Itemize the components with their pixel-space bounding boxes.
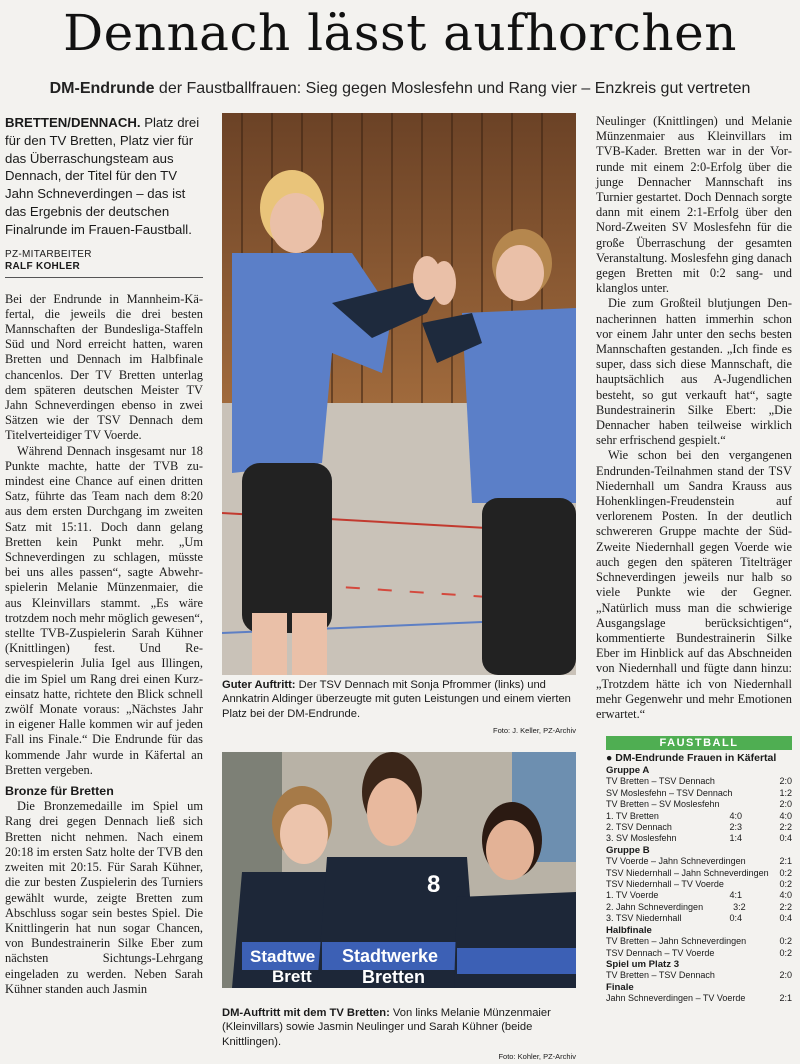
paragraph: Die Bronzemedaille im Spiel um Rang drei gegen Dennach ließ sich Bretten nicht nehmen. Nach einem 20:18 im ersten Satz holte der TVB den zweiten mit 20:15. Für Sarah Kühner, die zur besten Zuspielerin des Turniers gewählt wurde, zeigte Bretten zum Abschluss sogar sein bestes Spiel. Die Knittlingerin hat nun sogar Chancen, von Bundestrainerin Silke Eber zum nächsten Sichtungs-Lehrgang eingeladen zu werden. Neben Sarah Kühner standen auch Jasmin xyxy=(5,799,203,996)
jersey-city-left: Brett xyxy=(272,967,312,986)
game-row xyxy=(606,993,792,1004)
dateline: BRETTEN/DENNACH. xyxy=(5,115,141,130)
byline-name: RALF KOHLER xyxy=(5,260,80,272)
photo2-caption xyxy=(222,1006,576,1049)
photo2-caption-bold: DM-Auftritt mit dem TV Bretten: xyxy=(222,1007,390,1019)
standing-row xyxy=(606,822,792,833)
results-table xyxy=(606,752,792,1005)
jersey-city-middle: Bretten xyxy=(362,967,426,987)
game-row xyxy=(606,776,792,787)
paragraph: Wie schon bei den vergangenen Endrunden-Teilnahmen stand der TSV Niedernhall um Sandra Krauss aus Hohenklingen-Freudenstein auf verlorenem Posten. In der deutlich schwereren Gruppe machte der Süd-Zweite Niedernhall gegen Voerde wie auch gegen den späteren Titelträger Schneverdingen jeweils nur halb so viele Punkte wie der Gegner. „Natürlich muss man die schwierige Ausgangslage berücksichtigen“, kommentierte Bundestrainerin Silke Eber im Hinblick auf das Abschneiden von Niedernhall und fügte dann hinzu: „Trotzdem hätte ich von Niedernhall mehr Gegenwehr und mehr Emotionen erwartet.“ xyxy=(596,448,792,721)
game-teams: TV Bretten – SV Moslesfehn xyxy=(606,799,720,810)
standing-sets: 2:3 xyxy=(729,822,742,833)
group-b-label: Gruppe B xyxy=(606,844,650,856)
standing-sets: 0:4 xyxy=(729,913,742,924)
paragraph: Die zum Großteil blutjungen Dennacherinnen hatten immerhin schon vor einem Jahr unter den sechs besten Mannschaften gestanden. „Ich finde es super, dass sich diese Mannschaft, die hauptsächlich aus A-Jugendlichen besteht, so gut verkauft hat“, sagte Bundestrainerin Silke Ebert: „Die Dennacher haben teilweise wirklich sehr erfrischend gespielt.“ xyxy=(596,296,792,448)
photo1-caption-text: Der TSV Dennach mit Sonja Pfrommer (links) und Annkatrin Aldinger überzeugte mit guten Leistungen und einem vierten Platz bei der DM-Endrunde. xyxy=(222,679,571,720)
game-teams: Jahn Schneverdingen – TV Voerde xyxy=(606,993,746,1004)
standing-team: 3. TSV Niedernhall xyxy=(606,913,682,924)
game-row xyxy=(606,948,792,959)
game-score: 0:2 xyxy=(779,947,792,958)
intro-paragraph xyxy=(5,114,203,239)
game-score: 2:1 xyxy=(779,993,792,1004)
game-row xyxy=(606,868,792,879)
photo-illustration xyxy=(222,113,576,675)
photo-dennach-players xyxy=(222,113,576,675)
game-score: 0:2 xyxy=(779,867,792,878)
subheadline-text: der Faustballfrauen: Sieg gegen Moslesfehn und Rang vier – Enzkreis gut vertreten xyxy=(154,80,751,97)
group-a-label: Gruppe A xyxy=(606,765,650,776)
game-row xyxy=(606,788,792,799)
subheadline xyxy=(0,80,800,98)
standing-team: 1. TV Voerde xyxy=(606,890,659,901)
standing-team: 2. Jahn Schneverdingen xyxy=(606,901,704,912)
group-a-games xyxy=(606,776,792,810)
standing-points: 0:4 xyxy=(779,833,792,844)
group-b-standings xyxy=(606,890,792,924)
game-score: 2:0 xyxy=(779,970,792,981)
photo-bretten-players xyxy=(222,752,576,988)
semifinal-label: Halbfinale xyxy=(606,924,652,936)
standing-row xyxy=(606,890,792,901)
game-teams: TSV Niedernhall – TV Voerde xyxy=(606,879,724,890)
game-score: 2:1 xyxy=(779,856,792,867)
jersey-sponsor-left: Stadtwe xyxy=(250,947,316,966)
photo-illustration xyxy=(222,752,576,988)
photo1-caption-bold: Guter Auftritt: xyxy=(222,679,296,691)
photo2-credit: Foto: Kohler, PZ-Archiv xyxy=(498,1052,576,1061)
standing-points: 4:0 xyxy=(779,890,792,901)
game-teams: TV Bretten – TSV Dennach xyxy=(606,776,715,787)
standing-points: 4:0 xyxy=(779,810,792,821)
photo1-caption xyxy=(222,678,576,721)
group-b-games xyxy=(606,856,792,890)
semifinal-games xyxy=(606,936,792,959)
game-row xyxy=(606,856,792,867)
game-row xyxy=(606,879,792,890)
game-score: 0:2 xyxy=(779,936,792,947)
paragraph: Neulinger (Knittlingen) und Melanie Münzenmaier aus Kleinvillars im TVB-Kader. Bretten war in der Vorrunde mit einem 2:0-Erfolg über die junge Dennacher Mannschaft ins Turnier gestartet. Doch Dennach sorgte dann mit einem 2:1-Erfolg über den Nord-Zweiten SV Moslesfehn für die große Überraschung der gesamten Veranstaltung. Moslesfehn ging danach gegen Bretten mit 0:2 sang- und klanglos unter. xyxy=(596,114,792,296)
results-title: ● DM-Endrunde Frauen in Käfertal xyxy=(606,752,777,764)
results-box xyxy=(606,736,792,1005)
standing-team: 2. TSV Dennach xyxy=(606,822,672,833)
game-teams: TSV Dennach – TV Voerde xyxy=(606,947,715,958)
third-place-label: Spiel um Platz 3 xyxy=(606,958,680,970)
game-teams: TV Bretten – TSV Dennach xyxy=(606,970,715,981)
game-score: 2:0 xyxy=(779,776,792,787)
subheadline-bold: DM-Endrunde xyxy=(49,80,155,97)
final-label: Finale xyxy=(606,981,634,993)
standing-sets: 4:0 xyxy=(729,810,742,821)
headline: Dennach lässt aufhorchen xyxy=(63,4,737,62)
game-row xyxy=(606,936,792,947)
standing-sets: 3:2 xyxy=(733,901,746,912)
game-score: 1:2 xyxy=(779,787,792,798)
column-left xyxy=(5,114,203,997)
game-teams: TSV Niedernhall – Jahn Schneverdingen xyxy=(606,867,769,878)
jersey-number: 8 xyxy=(427,871,441,898)
results-header: FAUSTBALL xyxy=(606,736,792,750)
standing-sets: 1:4 xyxy=(729,833,742,844)
standing-team: 3. SV Moslesfehn xyxy=(606,833,677,844)
game-row xyxy=(606,799,792,810)
game-teams: TV Voerde – Jahn Schneverdingen xyxy=(606,856,746,867)
group-a-standings xyxy=(606,811,792,845)
standing-sets: 4:1 xyxy=(729,890,742,901)
photo2-caption-text: Von links Melanie Münzenmaier (Kleinvillars) sowie Jasmin Neulinger und Sarah Kühner (beide Knittlingen). xyxy=(222,1007,551,1048)
photo1-credit: Foto: J. Keller, PZ-Archiv xyxy=(493,726,576,735)
final-games xyxy=(606,993,792,1004)
standing-row xyxy=(606,833,792,844)
game-score: 2:0 xyxy=(779,799,792,810)
standing-row xyxy=(606,913,792,924)
section-subhead: Bronze für Bretten xyxy=(5,784,114,799)
byline-divider xyxy=(5,277,203,278)
byline-role: PZ-MITARBEITER xyxy=(5,248,92,260)
game-score: 0:2 xyxy=(779,879,792,890)
standing-points: 2:2 xyxy=(779,822,792,833)
standing-row xyxy=(606,902,792,913)
game-teams: TV Bretten – Jahn Schneverdingen xyxy=(606,936,747,947)
article-body-left xyxy=(5,292,203,997)
standing-team: 1. TV Bretten xyxy=(606,810,659,821)
intro-text: Platz drei für den TV Bretten, Platz vier für das Überraschungsteam aus Dennach, der Titel für den TV Jahn Schneverdingen – das ist das Ergebnis der deutschen Finalrunde im Frauen-Faustball. xyxy=(5,115,200,237)
jersey-sponsor-middle: Stadtwerke xyxy=(342,946,439,966)
article-body-right xyxy=(596,114,792,722)
third-place-games xyxy=(606,970,792,981)
paragraph: Bei der Endrunde in Mannheim-Käfertal, die jeweils die drei besten Mannschaften der Bundesliga-Staffeln Süd und Nord erreicht hatten, waren Bretten und Dennach im Halbfinale chancenlos. Der TV Bretten unterlag dem späteren deutschen Meister TV Jahn Schneverdingen ebenso in zwei Sätzen wie der TSV Dennach dem Titelverteidiger TV Voerde. xyxy=(5,291,203,443)
standing-row xyxy=(606,811,792,822)
standing-points: 0:4 xyxy=(779,913,792,924)
game-row xyxy=(606,970,792,981)
standing-points: 2:2 xyxy=(779,901,792,912)
game-teams: SV Moslesfehn – TSV Dennach xyxy=(606,787,733,798)
paragraph: Während Dennach insgesamt nur 18 Punkte machte, hatte der TVB zumindest eine Chance auf einen dritten Satz, führte das Team nach dem 8:20 aus dem ersten Durchgang im zweiten Satz mit 15:11. Doch dann gelang Bretten kein Punkt mehr. „Um Schneverdingen zu schlagen, müsste bei uns alles passen“, sagte Abwehrspielerin Melanie Münzenmaier, die aus Kleinvillars stammt. „Es wäre trotzdem noch mehr möglich gewesen“, stellte TVB-Zuspielerin Sarah Kühner (Knittlingen) fest. Und Reservespielerin Julia Igel aus Illingen, die im Spiel um Rang drei einen Kurzeinsatz hatte, richtete den Blick schnell zwölf Monate voraus: „Nächstes Jahr in eigener Halle kommen wir auf jeden Fall ins Finale.“ Die Endrunde für das kommende Jahr wurde in Käfertal an Bretten vergeben. xyxy=(5,443,203,777)
